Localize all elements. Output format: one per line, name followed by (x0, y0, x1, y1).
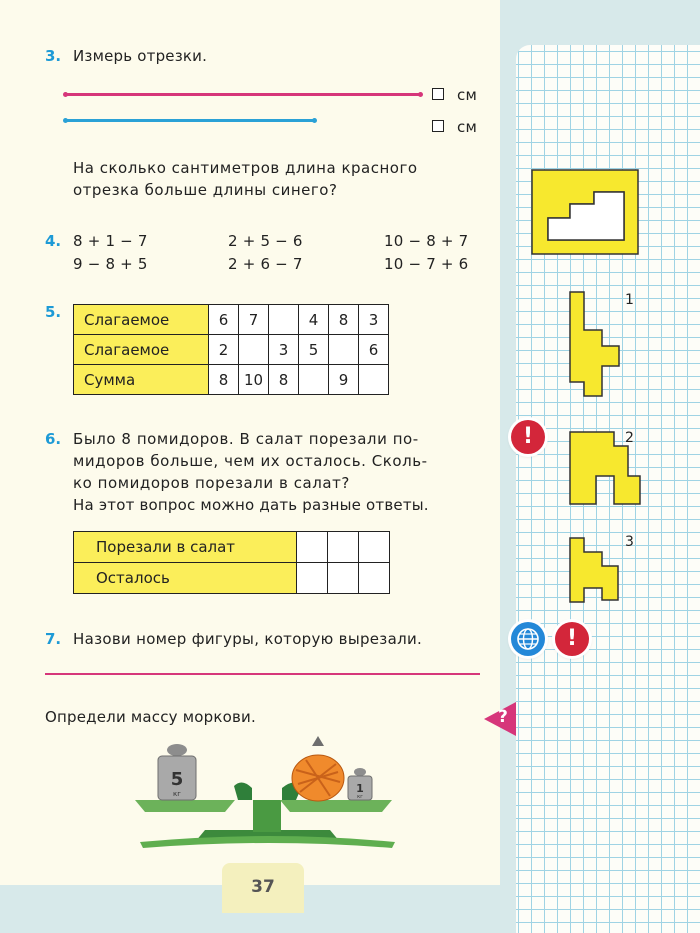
expression: 2 + 6 − 7 (228, 255, 303, 273)
task3-question-line2: отрезка больше длины синего? (73, 181, 338, 199)
table-cell: 4 (299, 305, 329, 335)
answer-box-blue[interactable] (432, 120, 444, 132)
answer-box-red[interactable] (432, 88, 444, 100)
table-row (74, 563, 390, 594)
table-cell: 7 (239, 305, 269, 335)
table-cell: 8 (329, 305, 359, 335)
table-row (74, 335, 389, 365)
table-cell[interactable] (329, 335, 359, 365)
expression: 9 − 8 + 5 (73, 255, 148, 273)
table-cell[interactable] (297, 563, 328, 594)
row-label: Слагаемое (74, 305, 209, 335)
table-cell: 6 (359, 335, 389, 365)
figure-3 (570, 538, 618, 602)
task6-number: 6. (45, 430, 62, 448)
table-cell[interactable] (239, 335, 269, 365)
section-divider (45, 673, 480, 675)
left-pan (135, 800, 235, 812)
weight-5kg-unit: кг (173, 790, 181, 798)
table-cell: 5 (299, 335, 329, 365)
expression: 10 − 8 + 7 (384, 232, 469, 250)
task7-number: 7. (45, 630, 62, 648)
globe-icon[interactable] (511, 622, 545, 656)
row-label: Порезали в салат (74, 532, 297, 563)
table-cell[interactable] (359, 365, 389, 395)
table-cell: 8 (209, 365, 239, 395)
row-label: Осталось (74, 563, 297, 594)
figure-label-1: 1 (625, 292, 635, 308)
table-cell: 3 (269, 335, 299, 365)
table-row (74, 532, 390, 563)
expression: 2 + 5 − 6 (228, 232, 303, 250)
frame-figure (532, 170, 638, 254)
table-cell[interactable] (328, 563, 359, 594)
task6-line4: На этот вопрос можно дать разные ответы. (73, 496, 429, 514)
page-number: 37 (222, 863, 304, 913)
row-label: Слагаемое (74, 335, 209, 365)
task6-line3: ко помидоров порезали в салат? (73, 474, 350, 492)
table-cell[interactable] (359, 532, 390, 563)
question-glyph: ? (498, 707, 508, 727)
table-cell[interactable] (299, 365, 329, 395)
table-cell: 10 (239, 365, 269, 395)
unit-red: см (457, 86, 477, 104)
table-cell: 6 (209, 305, 239, 335)
weight-5kg-value: 5 (170, 769, 184, 790)
table-cell[interactable] (359, 563, 390, 594)
expression: 8 + 1 − 7 (73, 232, 148, 250)
scale-illustration (130, 730, 410, 855)
exclamation-icon[interactable]: ! (555, 622, 589, 656)
exclamation-icon[interactable]: ! (511, 420, 545, 454)
weight-1kg-unit: кг (357, 794, 363, 800)
weight-handle (167, 744, 187, 756)
addition-table (73, 304, 389, 395)
task7-text: Назови номер фигуры, которую вырезали. (73, 630, 423, 648)
task3-number: 3. (45, 47, 62, 65)
task4-number: 4. (45, 232, 62, 250)
row-label: Сумма (74, 365, 209, 395)
question-icon[interactable] (484, 702, 516, 736)
task3-question-line1: На сколько сантиметров длина красного (73, 159, 418, 177)
tomato-table (73, 531, 390, 594)
figure-label-2: 2 (625, 430, 635, 446)
table-cell[interactable] (328, 532, 359, 563)
weight-1kg-value: 1 (356, 782, 364, 795)
table-cell[interactable] (297, 532, 328, 563)
task5-number: 5. (45, 303, 62, 321)
figure-label-3: 3 (625, 534, 635, 550)
unit-blue: см (457, 118, 477, 136)
table-cell[interactable] (269, 305, 299, 335)
carrot-task-text: Определи массу моркови. (45, 708, 256, 726)
figures-area (520, 160, 700, 620)
blue-segment (66, 119, 314, 122)
scale-pillar (253, 800, 281, 832)
task6-line1: Было 8 помидоров. В салат порезали по- (73, 430, 419, 448)
table-cell: 9 (329, 365, 359, 395)
globe-glyph (511, 622, 545, 656)
small-weight-handle (354, 768, 366, 776)
table-cell: 8 (269, 365, 299, 395)
task3-instruction: Измерь отрезки. (73, 47, 208, 65)
right-pan (280, 800, 392, 812)
expression: 10 − 7 + 6 (384, 255, 469, 273)
table-cell: 3 (359, 305, 389, 335)
table-row (74, 305, 389, 335)
red-segment (66, 93, 420, 96)
table-cell: 2 (209, 335, 239, 365)
table-row (74, 365, 389, 395)
figure-1 (570, 292, 619, 396)
task6-line2: мидоров больше, чем их осталось. Сколь- (73, 452, 428, 470)
